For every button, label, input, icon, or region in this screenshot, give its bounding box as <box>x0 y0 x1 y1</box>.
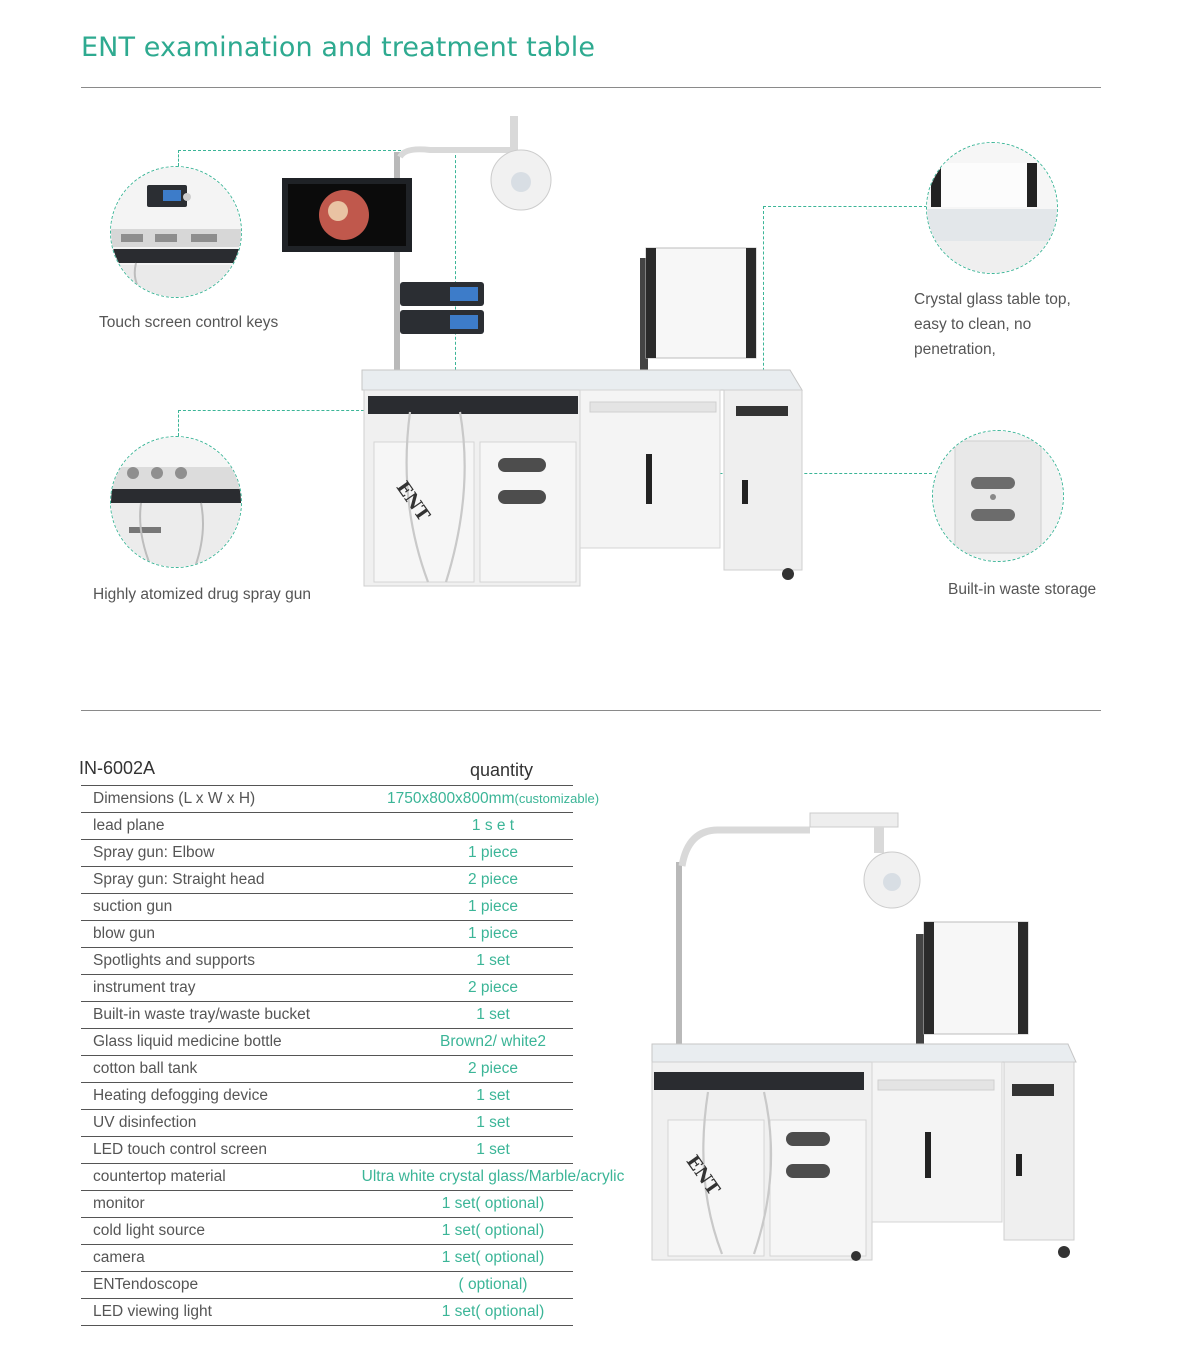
spec-item-name: suction gun <box>93 898 173 915</box>
spec-item-name: lead plane <box>93 817 165 834</box>
middle-divider <box>81 710 1101 711</box>
table-row <box>81 920 573 947</box>
caption-spray-gun: Highly atomized drug spray gun <box>93 586 311 603</box>
connector-spray-v <box>178 410 179 436</box>
table-row <box>81 866 573 893</box>
spec-item-name: instrument tray <box>93 979 196 996</box>
spec-item-value: 1 set <box>476 952 510 969</box>
spec-item-value: Brown2/ white2 <box>440 1033 546 1050</box>
spec-item-value: 1 set( optional) <box>441 1222 545 1239</box>
table-row <box>81 1163 625 1190</box>
callout-waste-storage <box>932 430 1064 562</box>
spec-item-name: Heating defogging device <box>93 1087 268 1104</box>
caption-crystal-glass-text: Crystal glass table top, easy to clean, no penetration, <box>914 291 1071 358</box>
callout-spray-gun <box>110 436 242 568</box>
spec-item-name: LED viewing light <box>93 1303 212 1320</box>
page-title: ENT examination and treatment table <box>81 32 596 63</box>
spec-item-value: 1 set <box>476 1006 510 1023</box>
table-row <box>81 1055 573 1082</box>
top-divider <box>81 87 1101 88</box>
spec-item-value-note: (customizable) <box>514 791 600 806</box>
caption-touch-screen-keys: Touch screen control keys <box>99 314 279 331</box>
table-row <box>81 1136 573 1163</box>
spec-item-name: Spotlights and supports <box>93 952 255 969</box>
spec-item-value: 1 piece <box>468 844 518 861</box>
callout-touch-screen-keys <box>110 166 242 298</box>
caption-crystal-glass <box>914 287 1084 362</box>
spec-model-number: IN-6002A <box>79 758 156 778</box>
spec-item-name: cotton ball tank <box>93 1060 198 1077</box>
touch-keys-closeup-image <box>111 167 241 297</box>
spec-item-value: 1 set <box>476 1087 510 1104</box>
table-row <box>81 893 573 920</box>
table-row <box>81 785 600 812</box>
spec-item-value: 1 s e t <box>471 817 515 834</box>
table-row <box>81 974 573 1001</box>
spec-item-value: 2 piece <box>468 871 518 888</box>
table-row <box>81 947 573 974</box>
spec-item-value <box>387 786 599 812</box>
spec-item-value: 1 set( optional) <box>441 1249 545 1266</box>
spec-table <box>81 785 625 1326</box>
table-row <box>81 1298 573 1326</box>
table-row <box>81 1244 573 1271</box>
spec-item-name: countertop material <box>93 1168 226 1185</box>
spec-item-value: 1 set <box>476 1114 510 1131</box>
spec-item-value: ( optional) <box>458 1276 528 1293</box>
spec-item-value: 1 piece <box>468 925 518 942</box>
spec-item-value: 2 piece <box>468 1060 518 1077</box>
spec-item-name: blow gun <box>93 925 156 942</box>
table-row <box>81 1217 573 1244</box>
spec-item-name: Glass liquid medicine bottle <box>93 1033 282 1050</box>
spec-item-value: 2 piece <box>468 979 518 996</box>
spec-item-name: Dimensions (L x W x H) <box>93 790 256 807</box>
spec-quantity-header: quantity <box>470 760 534 780</box>
spec-item-value: 1 piece <box>468 898 518 915</box>
table-row <box>81 1190 573 1217</box>
product-side-image <box>648 810 1080 1265</box>
caption-waste-storage: Built-in waste storage <box>948 581 1097 598</box>
table-row <box>81 1271 573 1298</box>
connector-touch-v <box>178 150 179 166</box>
table-row <box>81 839 573 866</box>
spec-item-name: Built-in waste tray/waste bucket <box>93 1006 311 1023</box>
spec-item-name: Spray gun: Elbow <box>93 844 215 861</box>
spec-item-value: 1 set( optional) <box>441 1195 545 1212</box>
spec-item-name: UV disinfection <box>93 1114 197 1131</box>
callout-crystal-glass <box>926 142 1058 274</box>
glass-top-closeup-image <box>927 143 1057 273</box>
spec-item-name: cold light source <box>93 1222 206 1239</box>
table-row <box>81 1082 573 1109</box>
spec-item-value-main: 1750x800x800mm <box>386 790 515 807</box>
spec-item-name: LED touch control screen <box>93 1141 268 1158</box>
spec-item-name: ENTendoscope <box>93 1276 199 1293</box>
spec-item-value: 1 set( optional) <box>441 1303 545 1320</box>
cabinet-ent-label: ENT <box>391 477 434 526</box>
waste-storage-closeup-image <box>933 431 1063 561</box>
spray-gun-closeup-image <box>111 437 241 567</box>
table-row <box>81 812 573 839</box>
spec-item-name: camera <box>93 1249 145 1266</box>
table-row <box>81 1001 573 1028</box>
spec-item-value: 1 set <box>476 1141 510 1158</box>
side-cabinet-ent-label: ENT <box>681 1151 724 1200</box>
product-main-image <box>280 112 810 592</box>
spec-item-value: Ultra white crystal glass/Marble/acrylic <box>361 1168 625 1185</box>
table-row <box>81 1028 573 1055</box>
spec-item-name: monitor <box>93 1195 145 1212</box>
table-row <box>81 1109 573 1136</box>
spec-item-name: Spray gun: Straight head <box>93 871 265 888</box>
